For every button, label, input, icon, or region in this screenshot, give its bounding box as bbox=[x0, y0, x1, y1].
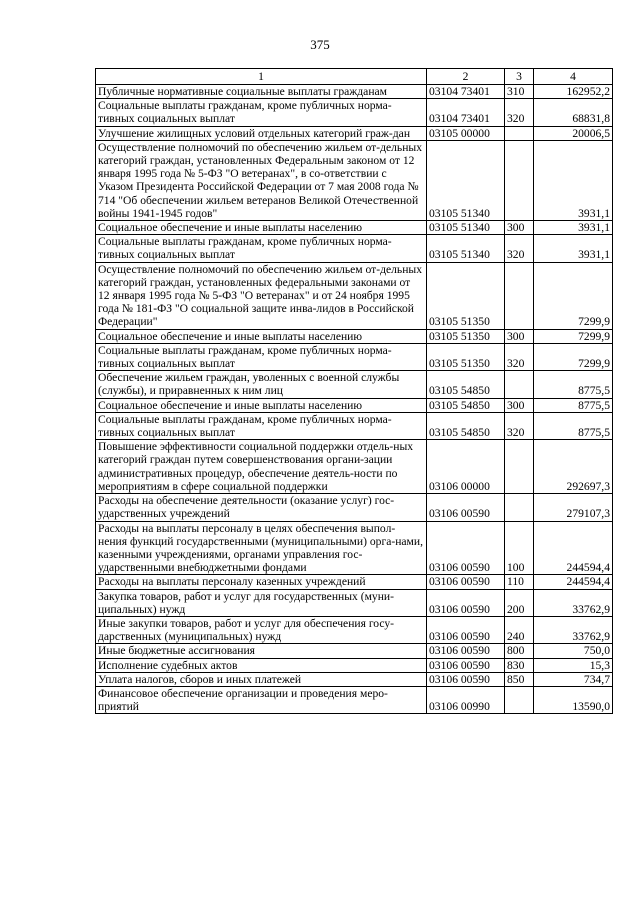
table-row bbox=[96, 126, 613, 140]
row-code: 03106 00590 bbox=[427, 672, 505, 686]
row-type: 800 bbox=[505, 644, 534, 658]
row-name: Иные закупки товаров, работ и услуг для обеспечения госу-дарственных (муниципальных) нужд bbox=[96, 616, 427, 643]
row-name: Уплата налогов, сборов и иных платежей bbox=[96, 672, 427, 686]
row-amount: 20006,5 bbox=[534, 126, 613, 140]
row-amount: 244594,4 bbox=[534, 521, 613, 575]
row-code: 03105 51340 bbox=[427, 221, 505, 235]
row-amount: 8775,5 bbox=[534, 371, 613, 398]
row-amount: 162952,2 bbox=[534, 85, 613, 99]
row-code: 03105 51350 bbox=[427, 262, 505, 329]
row-name: Обеспечение жильем граждан, уволенных с военной службы (службы), и приравненных к ним лиц bbox=[96, 371, 427, 398]
table-row bbox=[96, 616, 613, 643]
row-type: 320 bbox=[505, 235, 534, 262]
row-type: 850 bbox=[505, 672, 534, 686]
row-amount: 292697,3 bbox=[534, 440, 613, 494]
row-amount: 15,3 bbox=[534, 658, 613, 672]
row-amount: 750,0 bbox=[534, 644, 613, 658]
row-type: 320 bbox=[505, 343, 534, 370]
row-type bbox=[505, 140, 534, 220]
table-row bbox=[96, 412, 613, 439]
table-row bbox=[96, 262, 613, 329]
row-type: 100 bbox=[505, 521, 534, 575]
table-header-row bbox=[96, 69, 613, 85]
header-col-2: 2 bbox=[427, 69, 505, 85]
row-amount: 244594,4 bbox=[534, 575, 613, 589]
row-name: Исполнение судебных актов bbox=[96, 658, 427, 672]
row-amount: 7299,9 bbox=[534, 262, 613, 329]
table-row bbox=[96, 672, 613, 686]
row-name: Улучшение жилищных условий отдельных категорий граж-дан bbox=[96, 126, 427, 140]
row-type: 830 bbox=[505, 658, 534, 672]
table-body bbox=[96, 85, 613, 714]
row-type: 310 bbox=[505, 85, 534, 99]
table-row bbox=[96, 99, 613, 126]
row-type bbox=[505, 494, 534, 521]
table-row bbox=[96, 398, 613, 412]
table-row bbox=[96, 371, 613, 398]
row-type: 110 bbox=[505, 575, 534, 589]
table-row bbox=[96, 329, 613, 343]
row-type: 200 bbox=[505, 589, 534, 616]
row-type: 240 bbox=[505, 616, 534, 643]
row-name: Расходы на выплаты персоналу казенных учреждений bbox=[96, 575, 427, 589]
row-amount: 3931,1 bbox=[534, 140, 613, 220]
row-name: Публичные нормативные социальные выплаты гражданам bbox=[96, 85, 427, 99]
table-row bbox=[96, 85, 613, 99]
row-amount: 279107,3 bbox=[534, 494, 613, 521]
table-row bbox=[96, 440, 613, 494]
row-code: 03105 51350 bbox=[427, 329, 505, 343]
row-type bbox=[505, 262, 534, 329]
row-name: Финансовое обеспечение организации и проведения меро-приятий bbox=[96, 686, 427, 713]
row-type: 300 bbox=[505, 329, 534, 343]
row-name: Осуществление полномочий по обеспечению жильем от-дельных категорий граждан, установленных Федеральным законом от 12 января 1995 года № 5-ФЗ "О ветеранах", в со-ответствии с Указом Президента Российской Федерации от 7 мая 2008 года № 714 "Об обеспечении жильем ветеранов Великой Отечественной войны 1941-1945 годов" bbox=[96, 140, 427, 220]
row-name: Социальные выплаты гражданам, кроме публичных норма-тивных социальных выплат bbox=[96, 235, 427, 262]
row-name: Осуществление полномочий по обеспечению жильем от-дельных категорий граждан, установленных федеральными законами от 12 января 1995 года № 5-ФЗ "О ветеранах" и от 24 ноября 1995 года № 181-ФЗ "О социальной защите инва-лидов в Российской Федерации" bbox=[96, 262, 427, 329]
table-row bbox=[96, 589, 613, 616]
row-type: 300 bbox=[505, 398, 534, 412]
row-name: Социальные выплаты гражданам, кроме публичных норма-тивных социальных выплат bbox=[96, 412, 427, 439]
row-code: 03105 54850 bbox=[427, 371, 505, 398]
row-code: 03106 00590 bbox=[427, 521, 505, 575]
header-col-4: 4 bbox=[534, 69, 613, 85]
row-amount: 7299,9 bbox=[534, 329, 613, 343]
row-name: Закупка товаров, работ и услуг для государственных (муни-ципальных) нужд bbox=[96, 589, 427, 616]
table-row bbox=[96, 221, 613, 235]
row-type bbox=[505, 371, 534, 398]
row-amount: 3931,1 bbox=[534, 235, 613, 262]
row-name: Расходы на выплаты персоналу в целях обеспечения выпол-нения функций государственными (муниципальными) орга-нами, казенными учреждениями, органами управления гос-ударственными внебюджетными фондами bbox=[96, 521, 427, 575]
row-name: Социальное обеспечение и иные выплаты населению bbox=[96, 221, 427, 235]
row-name: Повышение эффективности социальной поддержки отдель-ных категорий граждан путем совершенствования органи-зации административных процедур, обеспечение деятель-ности по мероприятиям в сфере социальной поддержки bbox=[96, 440, 427, 494]
table-row bbox=[96, 494, 613, 521]
row-amount: 13590,0 bbox=[534, 686, 613, 713]
row-code: 03105 51340 bbox=[427, 235, 505, 262]
row-code: 03106 00590 bbox=[427, 589, 505, 616]
header-col-3: 3 bbox=[505, 69, 534, 85]
row-amount: 33762,9 bbox=[534, 616, 613, 643]
page-number: 375 bbox=[310, 37, 330, 52]
row-code: 03106 00590 bbox=[427, 494, 505, 521]
row-name: Социальные выплаты гражданам, кроме публичных норма-тивных социальных выплат bbox=[96, 343, 427, 370]
row-code: 03106 00590 bbox=[427, 658, 505, 672]
row-code: 03105 51350 bbox=[427, 343, 505, 370]
row-name: Социальное обеспечение и иные выплаты населению bbox=[96, 398, 427, 412]
row-amount: 3931,1 bbox=[534, 221, 613, 235]
row-amount: 33762,9 bbox=[534, 589, 613, 616]
row-code: 03105 00000 bbox=[427, 126, 505, 140]
row-type bbox=[505, 440, 534, 494]
row-amount: 734,7 bbox=[534, 672, 613, 686]
row-type bbox=[505, 126, 534, 140]
row-amount: 8775,5 bbox=[534, 398, 613, 412]
header-col-1: 1 bbox=[96, 69, 427, 85]
row-type: 320 bbox=[505, 412, 534, 439]
table-row bbox=[96, 686, 613, 713]
row-name: Социальные выплаты гражданам, кроме публичных норма-тивных социальных выплат bbox=[96, 99, 427, 126]
row-code: 03106 00590 bbox=[427, 616, 505, 643]
table-row bbox=[96, 343, 613, 370]
row-code: 03105 54850 bbox=[427, 412, 505, 439]
row-name: Расходы на обеспечение деятельности (оказание услуг) гос-ударственных учреждений bbox=[96, 494, 427, 521]
row-name: Иные бюджетные ассигнования bbox=[96, 644, 427, 658]
row-code: 03106 00590 bbox=[427, 644, 505, 658]
row-amount: 68831,8 bbox=[534, 99, 613, 126]
table-row bbox=[96, 575, 613, 589]
row-code: 03106 00000 bbox=[427, 440, 505, 494]
row-code: 03106 00990 bbox=[427, 686, 505, 713]
row-name: Социальное обеспечение и иные выплаты населению bbox=[96, 329, 427, 343]
table-row bbox=[96, 235, 613, 262]
row-code: 03104 73401 bbox=[427, 85, 505, 99]
row-code: 03106 00590 bbox=[427, 575, 505, 589]
budget-table bbox=[95, 68, 613, 714]
table-row bbox=[96, 644, 613, 658]
row-code: 03105 51340 bbox=[427, 140, 505, 220]
table-row bbox=[96, 658, 613, 672]
row-type: 320 bbox=[505, 99, 534, 126]
row-type bbox=[505, 686, 534, 713]
row-type: 300 bbox=[505, 221, 534, 235]
table-row bbox=[96, 140, 613, 220]
table-row bbox=[96, 521, 613, 575]
row-amount: 7299,9 bbox=[534, 343, 613, 370]
row-code: 03104 73401 bbox=[427, 99, 505, 126]
row-amount: 8775,5 bbox=[534, 412, 613, 439]
row-code: 03105 54850 bbox=[427, 398, 505, 412]
